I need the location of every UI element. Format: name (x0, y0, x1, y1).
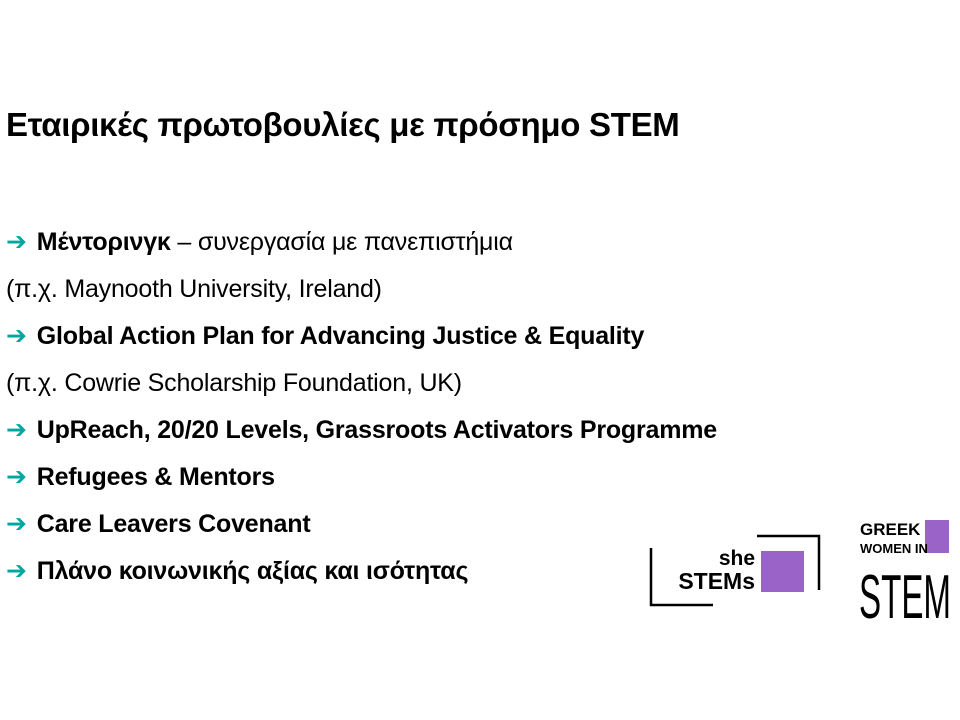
bullet-text: – συνεργασία με πανεπιστήμια (170, 228, 513, 256)
logo-purple-block (925, 520, 949, 553)
right-arrow-icon: ➔ (6, 510, 27, 538)
greek-women-in-stem-logo (857, 517, 954, 621)
bullet-bold-text: UpReach, 20/20 Levels, Grassroots Activators Programme (36, 416, 717, 444)
logo-text-stem: STEM (859, 563, 951, 621)
logo-text-stems: STEMs (678, 568, 755, 594)
right-arrow-icon: ➔ (6, 557, 27, 585)
right-arrow-icon: ➔ (6, 463, 27, 491)
bullet-line (6, 414, 717, 446)
logo-text-women-in: WOMEN IN (860, 541, 928, 556)
bullet-bold-text: Μέντορινγκ (36, 228, 171, 256)
bullet-text: (π.χ. Maynooth University, Ireland) (6, 275, 382, 303)
slide-title: Εταιρικές πρωτοβουλίες με πρόσημο STEM (6, 106, 680, 143)
she-stems-logo (647, 532, 821, 608)
logo-text-greek: GREEK (860, 520, 921, 539)
right-arrow-icon: ➔ (6, 228, 27, 256)
bullet-line (6, 367, 462, 399)
bullet-line (6, 461, 275, 493)
bullet-bold-text: Global Action Plan for Advancing Justice & Equality (36, 322, 645, 350)
bullet-bold-text: Πλάνο κοινωνικής αξίας και ισότητας (36, 557, 469, 585)
right-arrow-icon: ➔ (6, 322, 27, 350)
logo-purple-square (761, 551, 804, 592)
right-arrow-icon: ➔ (6, 416, 27, 444)
bullet-line (6, 226, 513, 258)
bullet-line (6, 555, 468, 587)
bullet-line (6, 273, 382, 305)
bullet-bold-text: Care Leavers Covenant (36, 510, 311, 538)
bullet-line (6, 320, 644, 352)
logo-text-she: she (718, 547, 755, 570)
bullet-line (6, 508, 310, 540)
bullet-bold-text: Refugees & Mentors (36, 463, 275, 491)
bullet-text: (π.χ. Cowrie Scholarship Foundation, UK) (6, 369, 462, 397)
